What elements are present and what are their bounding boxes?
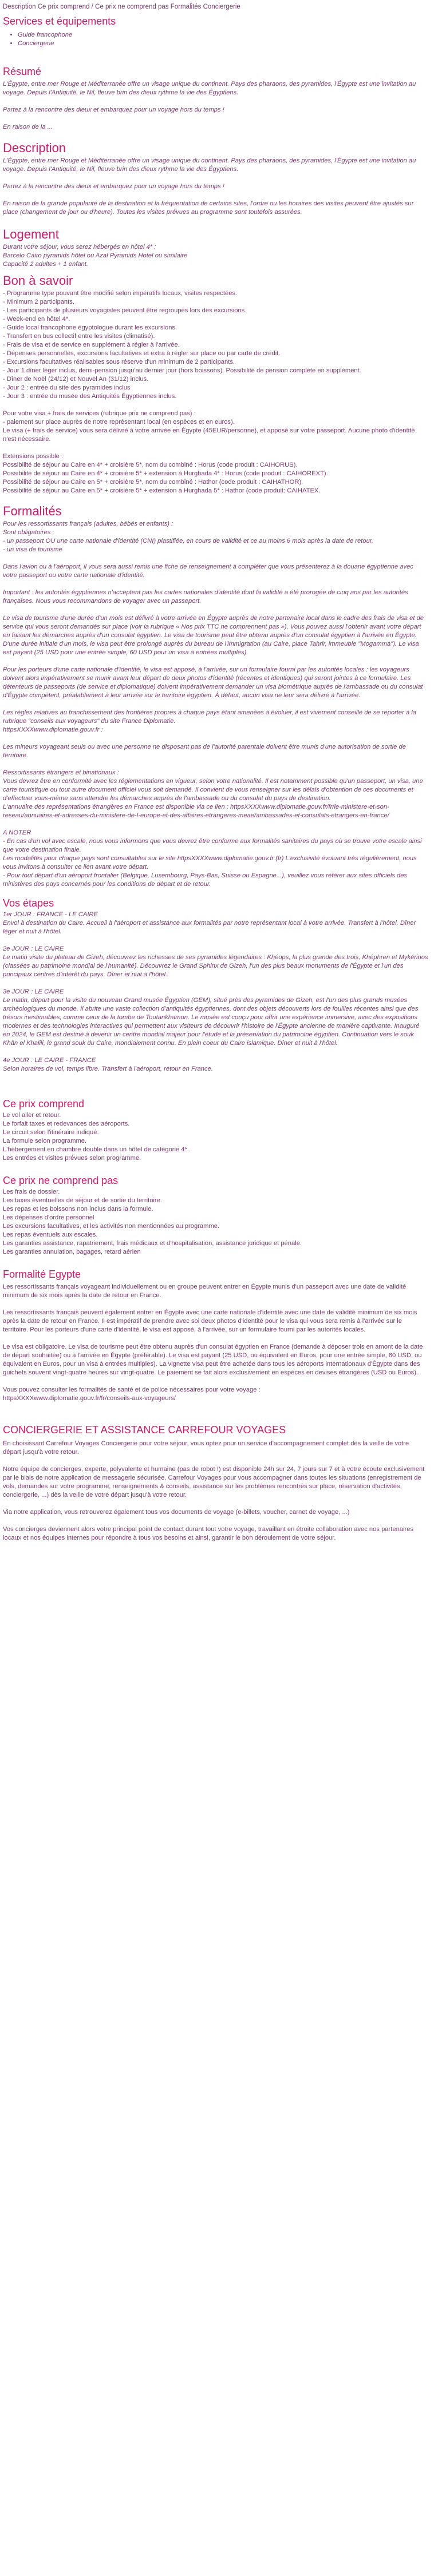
bon-a-savoir-title: Bon à savoir bbox=[3, 273, 73, 288]
bon-a-savoir-list: - Programme type pouvant être modifié selon impératifs locaux, visites respectées. - Minimum 2 participants. - Les participants de plusieurs voyagistes peuvent être regroupés lors des excursions. - Week-end en hôtel 4*. - Guide local francophone égyptologue durant les excursions. - Transfert en bus collectif entre les visites (climatisé). - Frais de visa et de service en supplément à régler à l'arrivée. - Dépenses personnelles, excursions facultatives et extra à régler sur place ou par carte de crédit. - Excursions facultatives réalisables sous réserve d'un minimum de 2 participants. - Jour 1 dîner léger inclus, demi-pension jusqu'au dernier jour (hors boissons). Possibilité de pension complète en supplément. - Dîner de Noël (24/12) et Nouvel An (31/12) inclus. - Jour 2 : entrée du site des pyramides inclus - Jour 3 : entrée du musée des Antiquités Égyptiennes inclus. bbox=[3, 290, 361, 400]
resume-paragraph: L'Égypte, entre mer Rouge et Méditerranée offre un visage unique du continent. Pays des pharaons, des pyramides, l'Égypte est une invitation au voyage. Depuis l'Antiquité, le Nil, fleuve brin des dieux rythme la vie des Égyptiens. bbox=[3, 81, 416, 96]
extensions-paragraph: Extensions possible : Possibilité de séjour au Caire en 4* + croisière 5*, nom du combiné : Horus (code produit : CAIHORUS). Possibilité de séjour au Caire en 4* + croisière 5* + extension à Hurghada 4* : Horus (code produit : CAIHOREXT). Possibilité de séjour au Caire en 5* + croisière 5*, nom du combiné : Hathor (code produit : CAIHATHOR). Possibilité de séjour au Caire en 5* + croisière 5* + extension à Hurghada 5* : Hathor (code produit: CAIHATEX. bbox=[3, 453, 328, 494]
resume-title: Résumé bbox=[3, 66, 42, 77]
etape-day: 3e JOUR : LE CAIRE Le matin, départ pour la visite du nouveau Grand musée Égyptien (GEM), situé près des pyramides de Gizeh, est l'un des plus grands musées archéologiques du monde. Il abrite une vaste collection d'antiquités égyptiennes, dont des objets découverts lors de fouilles récentes ainsi que des trésors inestimables, comme ceux de la tombe de Toutankhamon. Le musée est conçu pour offrir une expérience immersive, avec des expositions modernes et des technologies interactives qui permettent aux visiteurs de découvrir l'histoire de l'Égypte ancienne de manière captivante. Inauguré en 2024, le GEM est destiné à devenir un centre mondial majeur pour l'étude et la préservation du patrimoine égyptien. Continuation vers le souk Khân el Khalili, le grand souk du Caire, mondialement connu. En plein coeur du Caire islamique. Dîner et nuit à l'hôtel. bbox=[3, 988, 420, 1047]
formalites-title: Formalités bbox=[3, 504, 62, 518]
comprend-title: Ce prix comprend bbox=[3, 1098, 85, 1110]
conciergerie-paragraph: En choisissant Carrefour Voyages Conciergerie pour votre séjour, vous optez pour un service d'accompagnement complet dès la veille de votre départ jusqu'à votre retour. bbox=[3, 1440, 409, 1456]
etape-day: 1er JOUR : FRANCE - LE CAIRE Envol à destination du Caire. Accueil à l'aéroport et assistance aux formalités par notre représentant local à votre arrivée. Transfert à l'hôtel. Dîner léger et nuit à l'hôtel. bbox=[3, 911, 416, 935]
formalite-egypte-section bbox=[3, 1268, 428, 1403]
ne-comprend-list: Les frais de dossier. Les taxes éventuelles de séjour et de sortie du territoire. Les repas et les boissons non inclus dans la formule. Les dépenses d'ordre personnel Les excursions facultatives, et les activités non mentionnées au programme. Les repas éventuels aux escales. Les garanties assistance, rapatriement, frais médicaux et d'hospitalisation, assistance juridique et pénale. Les garanties annulation, bagages, retard aérien bbox=[3, 1188, 302, 1255]
formalite-egypte-paragraph: Les ressortissants français peuvent également entrer en Égypte avec une carte nationale d'identité avec une date de validité minimum de six mois après la date de retour en France. Il est impératif de prendre avec soi deux photos d'identité pour le visa qui vous sera remis à l'arrivée sur le territoire. Pour les porteurs d'une carte d'identité, le visa est apposé, à l'arrivée, sur un formulaire fourni par les autorités locales. bbox=[3, 1309, 417, 1333]
conciergerie-section bbox=[3, 1424, 428, 1543]
description-paragraph: L'Égypte, entre mer Rouge et Méditerranée offre un visage unique du continent. Pays des pharaons, des pyramides, l'Égypte est une invitation au voyage. Depuis l'Antiquité, le Nil, fleuve brin des dieux rythme la vie des Égyptiens. bbox=[3, 157, 416, 173]
formalite-egypte-paragraph: Les ressortissants français voyageant individuellement ou en groupe peuvent entrer en Égypte munis d'un passeport avec une date de validité minimum de six mois après la date de retour en France. bbox=[3, 1283, 407, 1299]
formalites-paragraph: A NOTER - En cas d'un vol avec escale, nous vous informons que vous devrez être conforme aux formalités sanitaires du pays où se trouve votre escale ainsi que votre destination finale. Les modalités pour chaque pays sont consultables sur le site httpsXXXXwww.diplomatie.gouv.fr (fr) L'exclusivité évoluant très régulièrement, nous vous invitons à consulter ce lien avant votre départ. - Pour tout départ d'un aéroport frontalier (Belgique, Luxembourg, Pays-Bas, Suisse ou Espagne...), veuillez vous référer aux sites officiels des ministères des pays concernés pour les conditions de départ et de retour. bbox=[3, 829, 422, 888]
visa-paragraph: Pour votre visa + frais de services (rubrique prix ne comprend pas) : - paiement sur place auprès de notre représentant local (en espèces et en euros). Le visa (+ frais de service) vous sera délivré à votre arrivée en Égypte (45EUR/personne), et apposé sur votre passeport. Aucune photo d'identité n'est nécessaire. bbox=[3, 410, 415, 443]
formalites-paragraph: Dans l'avion ou à l'aéroport, il vous sera aussi remis une fiche de renseignement à compléter que vous présenterez à la douane égyptienne avec votre passeport ou votre carte nationale d'identité. bbox=[3, 563, 413, 579]
etapes-section bbox=[3, 897, 428, 1074]
etapes-title: Vos étapes bbox=[3, 897, 54, 909]
formalites-paragraph: Pour les porteurs d'une carte nationale d'identité, le visa est apposé, à l'arrivée, sur un formulaire fourni par les autorités locales : les voyageurs doivent alors impérativement se munir avant leur départ de deux photos d'identité (récentes et identiques) qui seront jointes à ce formulaire. Les détenteurs de passeports (de service et diplomatique) doivent impérativement demander un visa biométrique auprès de l'ambassade ou du consulat d'Égypte compétent, préalablement à leur arrivée sur le territoire égyptien. À défaut, aucun visa ne leur sera délivré à l'arrivée. bbox=[3, 666, 423, 699]
services-section bbox=[3, 15, 428, 48]
formalites-paragraph: Important : les autorités égyptiennes n'acceptent pas les cartes nationales d'identité dont la validité a été prorogée de cinq ans par les autorités françaises. Nous vous recommandons de voyager avec un passeport. bbox=[3, 589, 408, 605]
formalites-paragraph: Le visa de tourisme d'une durée d'un mois est délivré à votre arrivée en Égypte auprès de notre partenaire local dans le cadre des frais de visa et de service qui vous seront demandés sur place (voir la rubrique « Nos prix TTC ne comprennent pas »). Vous pouvez aussi l'obtenir avant votre départ en faisant les démarches auprès d'un consulat égyptien. Le visa de tourisme peut être obtenu auprès d'un consulat égyptien à l'arrivée en Égypte. D'une durée initiale d'un mois, le visa peut être prolongé auprès du bureau de l'immigration (au Caire, place Tahrir, immeuble "Mogamma"). Le visa est payant (25 USD pour une entrée simple, 60 USD pour un visa à entrées multiples). bbox=[3, 615, 424, 656]
description-paragraph: En raison de la grande popularité de la destination et la fréquentation de certains sites, l'ordre ou les horaires des visites peuvent être ajustés sur place (changement de jour ou d'heure). Toutes les visites prévues au programme sont toutefois assurées. bbox=[3, 200, 414, 216]
breadcrumb: Description Ce prix comprend / Ce prix ne comprend pas Formalités Conciergerie bbox=[3, 3, 240, 10]
list-item: • Guide francophone bbox=[18, 31, 428, 39]
bon-a-savoir-section bbox=[3, 273, 428, 495]
logement-section bbox=[3, 227, 428, 269]
resume-section bbox=[3, 65, 428, 132]
conciergerie-paragraph: Notre équipe de concierges, experte, polyvalente et humaine (pas de robot !) est disponible 24h sur 24, 7 jours sur 7 et à votre écoute exclusivement par le biais de notre application de messagerie sécurisée. Carrefour Voyages pour vous accompagner dans toutes les situations (enregistrement de vols, demandes sur votre programme, renseignements & conseils, assistance sur les problèmes rencontrés sur place, réservation d'activités, conciergerie, ...) dès la veille de votre départ jusqu'à votre retour. bbox=[3, 1466, 425, 1498]
formalite-egypte-paragraph: Vous pouvez consulter les formalités de santé et de police nécessaires pour votre voyage : httpsXXXXwww.diplomatie.gouv.fr/fr/conseils-aux-voyageurs/ bbox=[3, 1386, 261, 1402]
ne-comprend-title: Ce prix ne comprend pas bbox=[3, 1175, 119, 1186]
formalite-egypte-title: Formalité Egypte bbox=[3, 1269, 81, 1280]
formalites-paragraph: Ressortissants étrangers et binationaux : Vous devrez être en conformité avec les réglementations en vigueur, selon votre nationalité. Il est notamment possible qu'un passeport, un visa, une carte touristique ou tout autre document officiel vous soit demandé. Il convient de vous renseigner sur les délais d'obtention de ces documents et d'effectuer vous-même sans attendre les démarches auprès de l'ambassade ou du consulat du pays de destination. L'annuaire des représentations étrangères en France est disponible via ce lien : httpsXXXXwww.diplomatie.gouv.fr/fr/le-ministere-et-son-reseau/annuaires-et-adresses-du-ministere-de-l-europe-et-des-affaires-etrangeres-meae/ambassades-et-consulats-etrangers-en-france/ bbox=[3, 769, 423, 819]
conciergerie-title: CONCIERGERIE ET ASSISTANCE CARREFOUR VOYAGES bbox=[3, 1424, 286, 1436]
services-title: Services et équipements bbox=[3, 15, 116, 27]
formalites-paragraph: Les mineurs voyageant seuls ou avec une personne ne disposant pas de l'autorité parentale doivent être munis d'une autorisation de sortie de territoire. bbox=[3, 744, 406, 759]
conciergerie-paragraph: Vos concierges deviennent alors votre principal point de contact durant tout votre voyage, travaillant en étroite collaboration avec nos partenaires locaux et nos équipes internes pour répondre à tous vos besoins et ainsi, garantir le bon déroulement de votre séjour. bbox=[3, 1526, 414, 1541]
description-title: Description bbox=[3, 141, 66, 155]
comprend-section bbox=[3, 1098, 428, 1163]
conciergerie-paragraph: Via notre application, vous retrouverez également tous vos documents de voyage (e-billets, voucher, carnet de voyage, ...) bbox=[3, 1509, 350, 1516]
formalite-egypte-paragraph: Le visa est obligatoire. Le visa de tourisme peut être obtenu auprès d'un consulat égyptien en France (demande à déposer trois en amont de la date de départ souhaitée) ou à l'arrivée en Égypte (préférable). Le visa est payant (25 USD, ou équivalent en Euros, pour une entrée simple, 60 USD, ou équivalent en Euros, pour un visa à entrées multiples). La vignette visa peut être achetée dans tous les aéroports internationaux d'Égypte dans des guichets souvent vingt-quatre heures sur vingt-quatre. Le paiement se fait alors exclusivement en espèces en devises étrangères (USD ou Euros). bbox=[3, 1343, 423, 1376]
description-section bbox=[3, 141, 428, 217]
comprend-list: Le vol aller et retour. Le forfait taxes et redevances des aéroports. Le circuit selon l'itinéraire indiqué. La formule selon programme. L'hébergement en chambre double dans un hôtel de catégorie 4*. Les entrées et visites prévues selon programme. bbox=[3, 1112, 189, 1162]
ne-comprend-section bbox=[3, 1174, 428, 1257]
list-item: • Conciergerie bbox=[18, 39, 428, 48]
logement-title: Logement bbox=[3, 227, 59, 241]
logement-text: Durant votre séjour, vous serez hébergés en hôtel 4* : Barcelo Cairo pyramids hôtel ou Azal Pyramids Hotel ou similaire Capacité 2 adultes + 1 enfant. bbox=[3, 244, 188, 268]
resume-paragraph: En raison de la ... bbox=[3, 124, 53, 130]
formalites-paragraph: Les règles relatives au franchissement des frontières propres à chaque pays étant amenées à évoluer, il est vivement conseillé de se reporter à la rubrique "conseils aux voyageurs" du site France Diplomatie. httpsXXXXwww.diplomatie.gouv.fr : bbox=[3, 709, 416, 733]
etape-day: 4e JOUR : LE CAIRE - FRANCE Selon horaires de vol, temps libre. Transfert à l'aéroport, retour en France. bbox=[3, 1057, 213, 1072]
etape-day: 2e JOUR : LE CAIRE Le matin visite du plateau de Gizeh, découvrez les richesses de ses pyramides légendaires : Khéops, la plus grande des trois, Khéphren et Mykérinos (classées au patrimoine mondial de l'humanité). Découvrez le Grand Sphinx de Gizeh, l'un des plus beaux monuments de l'Égypte et l'un des principaux centres d'intérêt du pays. Dîner et nuit à l'hôtel. bbox=[3, 945, 428, 978]
resume-paragraph: Partez à la rencontre des dieux et embarquez pour un voyage hors du temps ! bbox=[3, 106, 224, 113]
formalites-paragraph: Pour les ressortissants français (adultes, bébés et enfants) : Sont obligatoires : - un passeport OU une carte nationale d'identité (CNI) plastifiée, en cours de validité et ce au moins 6 mois après la date de retour, - un visa de tourisme bbox=[3, 520, 374, 553]
description-paragraph: Partez à la rencontre des dieux et embarquez pour un voyage hors du temps ! bbox=[3, 183, 224, 190]
services-list bbox=[3, 31, 428, 48]
formalites-section bbox=[3, 504, 428, 889]
